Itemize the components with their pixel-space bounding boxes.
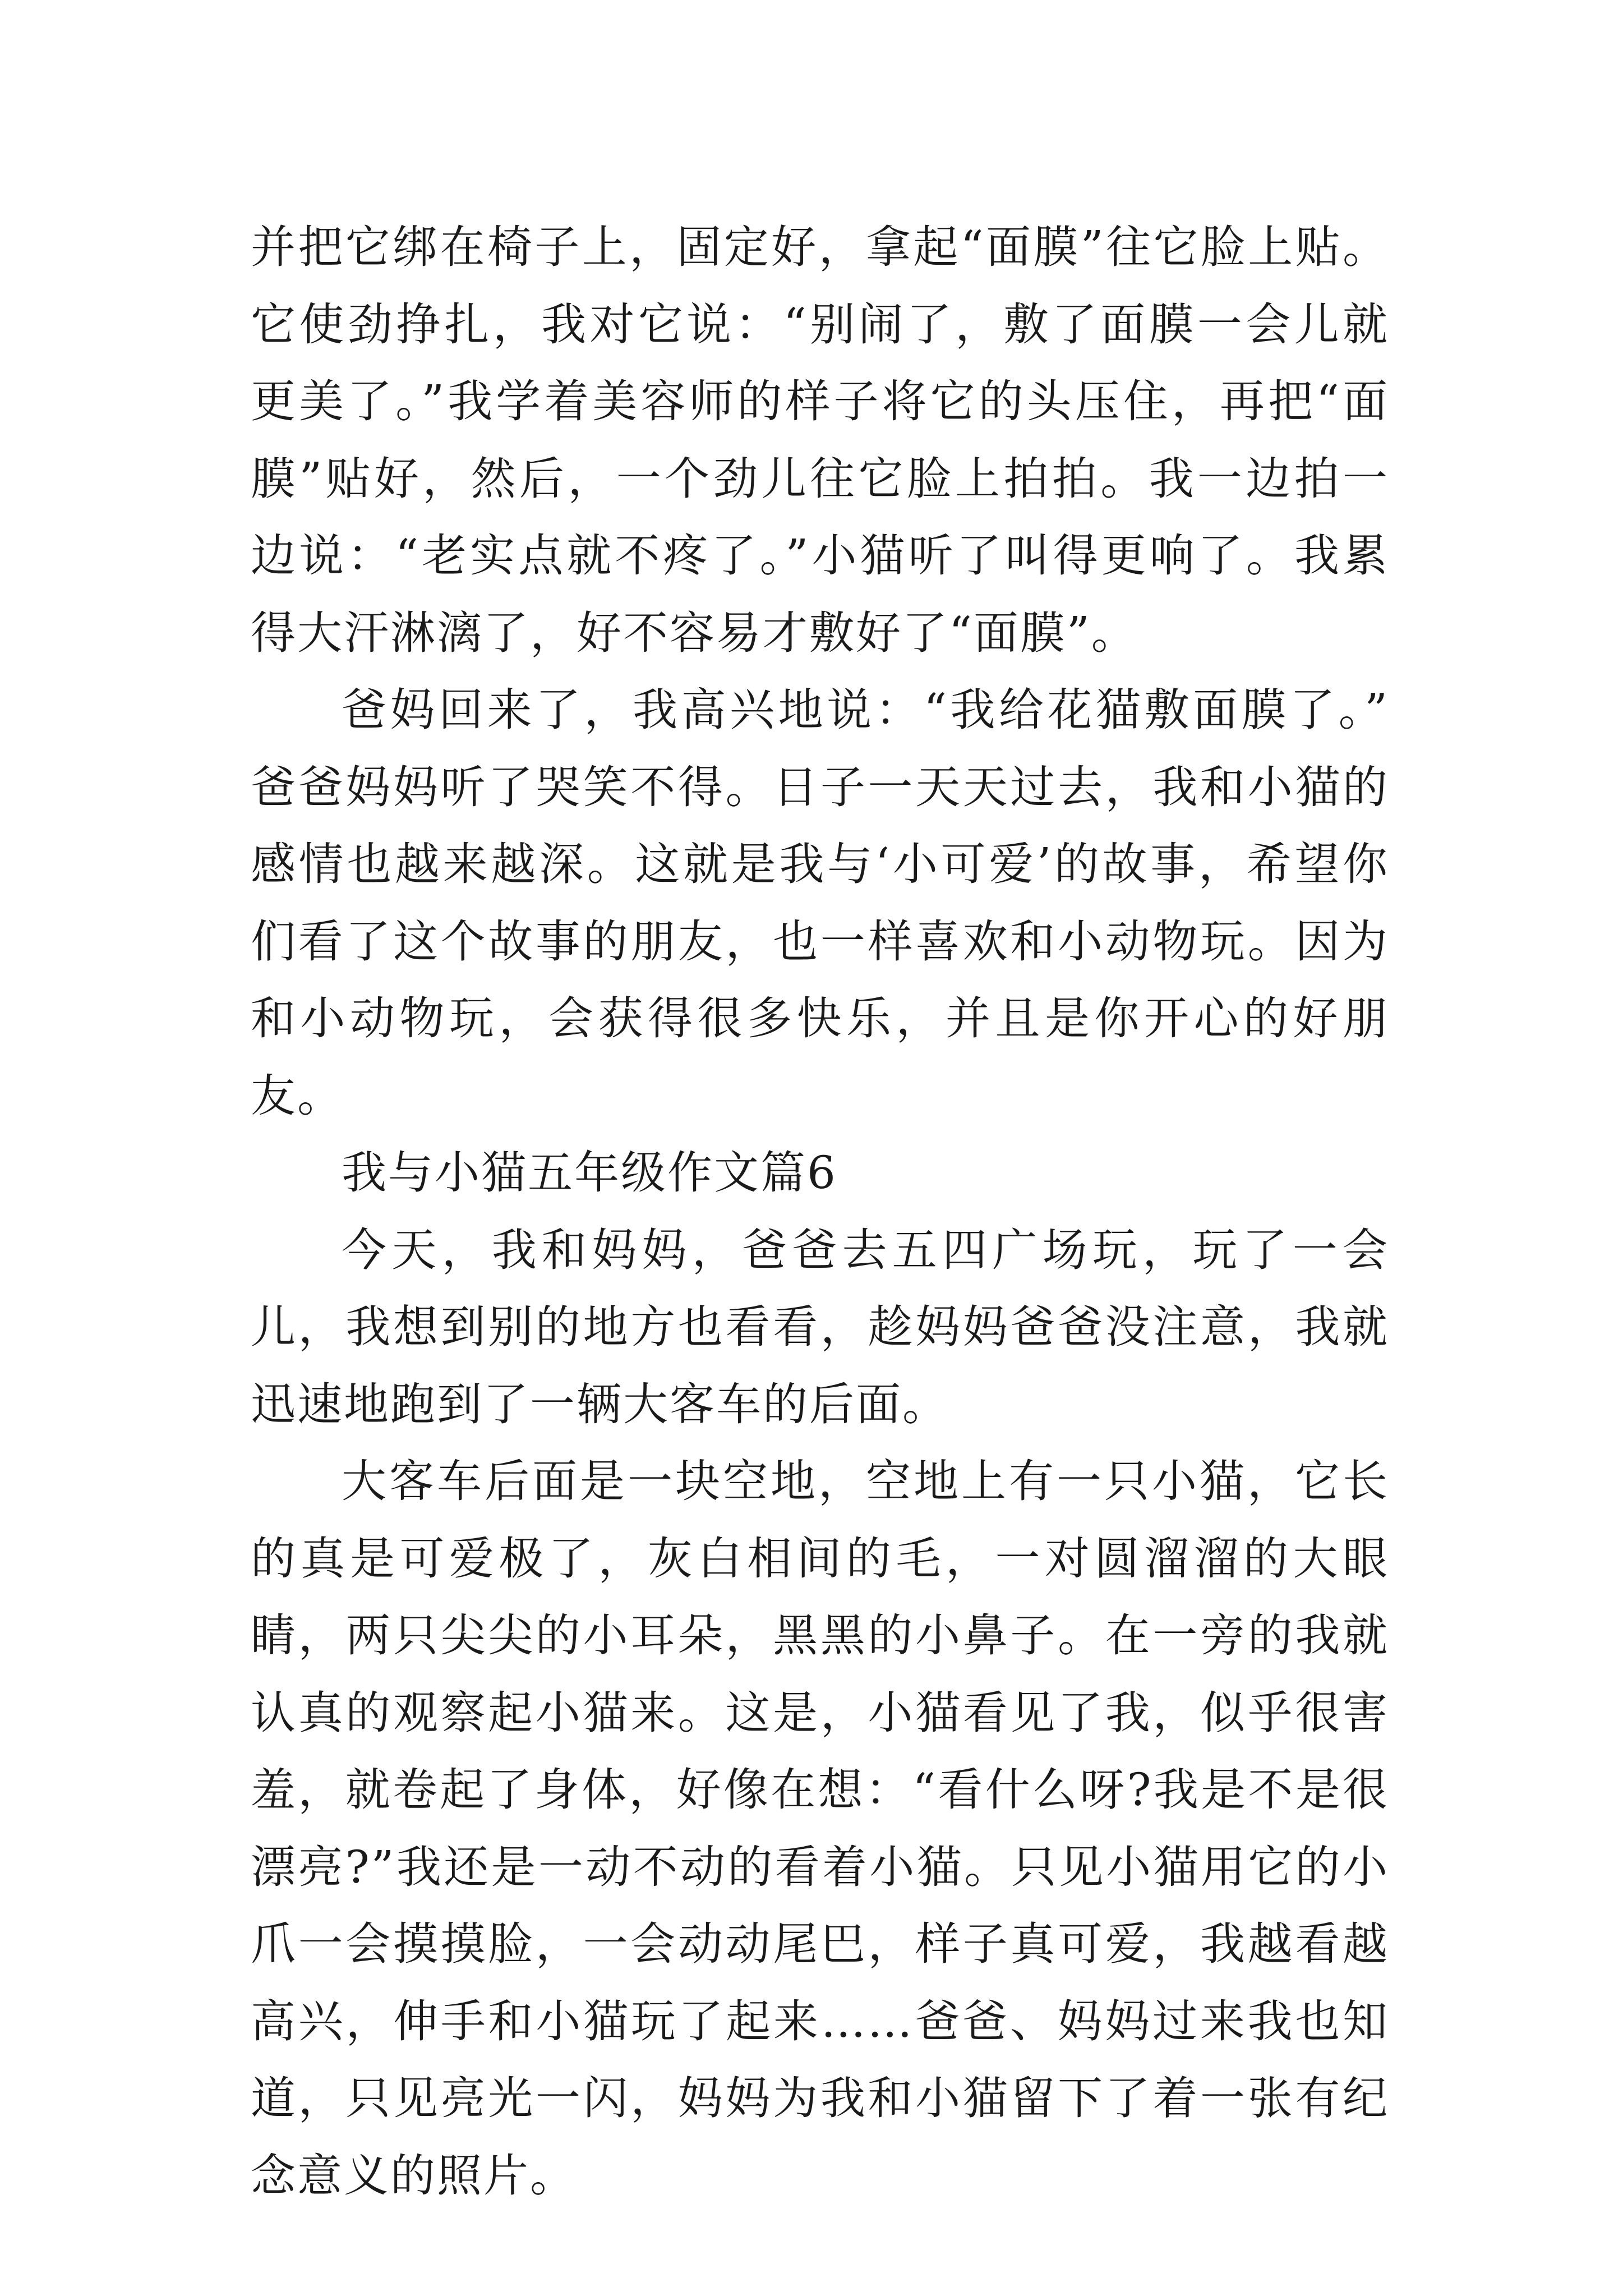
document-body xyxy=(251,209,1389,2214)
paragraph-1: 并把它绑在椅子上，固定好，拿起“面膜”往它脸上贴。它使劲挣扎，我对它说：“别闹了，敷了面膜一会儿就更美了。”我学着美容师的样子将它的头压住，再把“面膜”贴好，然后，一个劲儿往它脸上拍拍。我一边拍一边说：“老实点就不疼了。”小猫听了叫得更响了。我累得大汗淋漓了，好不容易才敷好了“面膜”。 xyxy=(251,221,1389,659)
paragraph-2: 爸妈回来了，我高兴地说：“我给花猫敷面膜了。” 爸爸妈妈听了哭笑不得。日子一天天过去，我和小猫的感情也越来越深。这就是我与‘小可爱’的故事，希望你们看了这个故事的朋友，也一样喜欢和小动物玩。因为和小动物玩，会获得很多快乐，并且是你开心的好朋友。 xyxy=(251,684,1389,1122)
paragraph-4: 大客车后面是一块空地，空地上有一只小猫，它长的真是可爱极了，灰白相间的毛，一对圆溜溜的大眼睛，两只尖尖的小耳朵，黑黑的小鼻子。在一旁的我就认真的观察起小猫来。这是，小猫看见了我，似乎很害羞，就卷起了身体，好像在想：“看什么呀?我是不是很漂亮?”我还是一动不动的看着小猫。只见小猫用它的小爪一会摸摸脸，一会动动尾巴，样子真可爱，我越看越高兴，伸手和小猫玩了起来……爸爸、妈妈过来我也知道，只见亮光一闪，妈妈为我和小猫留下了着一张有纪念意义的照片。 xyxy=(251,1455,1389,2202)
paragraph-3: 今天，我和妈妈，爸爸去五四广场玩，玩了一会儿，我想到别的地方也看看，趁妈妈爸爸没注意，我就迅速地跑到了一辆大客车的后面。 xyxy=(251,1223,1389,1430)
section-heading: 我与小猫五年级作文篇6 xyxy=(342,1147,837,1199)
